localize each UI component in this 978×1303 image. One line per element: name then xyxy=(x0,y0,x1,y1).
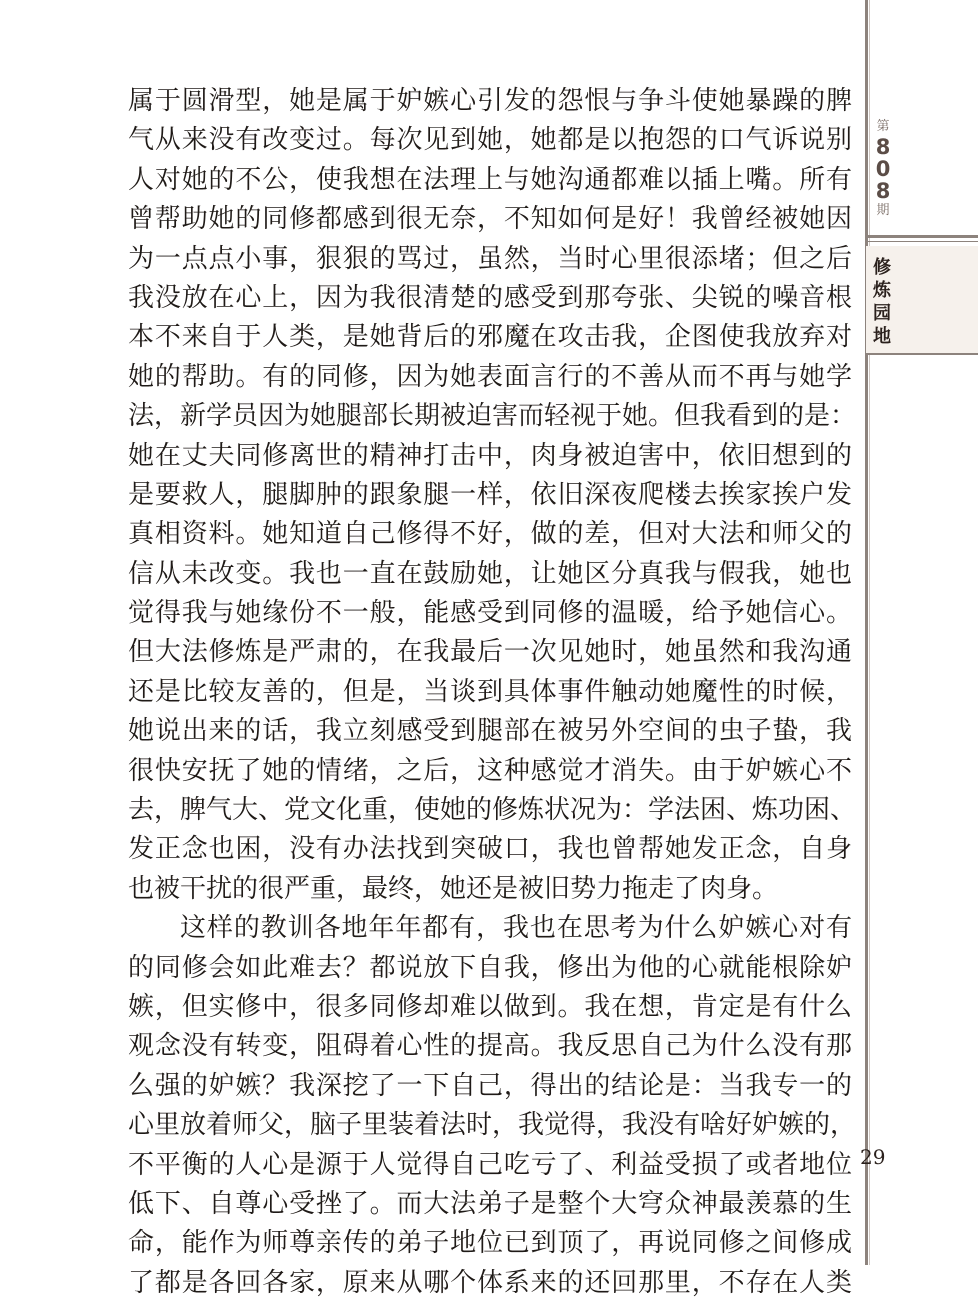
text-line: 低下、自尊心受挫了。而大法弟子是整个大穹众神最羡慕的生 xyxy=(128,1188,852,1219)
text-line: 命，能作为师尊亲传的弟子地位已到顶了，再说同修之间修成 xyxy=(128,1228,852,1259)
issue-suffix: 期 xyxy=(876,203,890,218)
text-line: 还是比较友善的，但是，当谈到具体事件触动她魔性的时候， xyxy=(128,676,852,707)
issue-marker xyxy=(868,118,898,226)
text-line: 我没放在心上，因为我很清楚的感受到那夸张、尖锐的噪音根 xyxy=(128,282,852,313)
body-text xyxy=(128,82,857,1303)
text-line: 但大法修炼是严肃的，在我最后一次见她时，她虽然和我沟通 xyxy=(128,637,852,668)
text-line: 人对她的不公，使我想在法理上与她沟通都难以插上嘴。所有 xyxy=(128,164,852,195)
column-title: 修炼园地 xyxy=(873,257,891,347)
text-line: 的同修会如此难去？都说放下自我，修出为他的心就能根除妒 xyxy=(128,952,852,983)
text-line: 法，新学员因为她腿部长期被迫害而轻视于她。但我看到的是： xyxy=(128,401,857,432)
tab-rule-upper xyxy=(866,235,978,238)
text-line: 很快安抚了她的情绪，之后，这种感觉才消失。由于妒嫉心不 xyxy=(128,755,852,786)
text-line: 她在丈夫同修离世的精神打击中，肉身被迫害中，依旧想到的 xyxy=(128,440,852,471)
text-line: 了都是各回各家，原来从哪个体系来的还回那里，不存在人类 xyxy=(128,1267,852,1298)
text-line: 发正念也困，没有办法找到突破口，我也曾帮她发正念，自身 xyxy=(128,834,852,865)
text-line: 是要救人，腿脚肿的跟象腿一样，依旧深夜爬楼去挨家挨户发 xyxy=(128,479,852,510)
text-line: 觉得我与她缘份不一般，能感受到同修的温暖，给予她信心。 xyxy=(128,598,852,629)
text-line: 她的帮助。有的同修，因为她表面言行的不善从而不再与她学 xyxy=(128,361,852,392)
text-line: 为一点点小事，狠狠的骂过，虽然，当时心里很添堵；但之后 xyxy=(128,243,852,274)
text-line: 去，脾气大、党文化重，使她的修炼状况为：学法困、炼功困、 xyxy=(128,795,857,826)
text-line: 她说出来的话，我立刻感受到腿部在被另外空间的虫子蛰，我 xyxy=(128,716,852,747)
text-line: 曾帮助她的同修都感到很无奈，不知如何是好！我曾经被她因 xyxy=(128,204,852,235)
text-line-paragraph-start: 这样的教训各地年年都有，我也在思考为什么妒嫉心对有 xyxy=(180,913,852,944)
text-line: 信从未改变。我也一直在鼓励她，让她区分真我与假我，她也 xyxy=(128,558,852,589)
issue-number: 808 xyxy=(875,135,891,203)
text-line: 真相资料。她知道自己修得不好，做的差，但对大法和师父的 xyxy=(128,519,852,550)
text-line: 气从来没有改变过。每次见到她，她都是以抱怨的口气诉说别 xyxy=(128,125,852,156)
issue-prefix: 第 xyxy=(876,119,890,134)
text-line: 嫉，但实修中，很多同修却难以做到。我在想，肯定是有什么 xyxy=(128,991,852,1022)
tab-rule-lower xyxy=(866,241,978,242)
text-line: 心里放着师父，脑子里装着法时，我觉得，我没有啥好妒嫉的， xyxy=(128,1110,857,1141)
text-line: 本不来自于人类，是她背后的邪魔在攻击我，企图使我放弃对 xyxy=(128,322,852,353)
text-line: 观念没有转变，阻碍着心性的提高。我反思自己为什么没有那 xyxy=(128,1031,852,1062)
text-line: 也被干扰的很严重，最终，她还是被旧势力拖走了肉身。 xyxy=(128,873,779,904)
text-line: 么强的妒嫉？我深挖了一下自己，得出的结论是：当我专一的 xyxy=(128,1070,852,1101)
text-line: 属于圆滑型，她是属于妒嫉心引发的怨恨与争斗使她暴躁的脾 xyxy=(128,86,852,116)
page-number: 29 xyxy=(860,1145,886,1169)
text-line: 不平衡的人心是源于人觉得自己吃亏了、利益受损了或者地位 xyxy=(128,1149,852,1180)
